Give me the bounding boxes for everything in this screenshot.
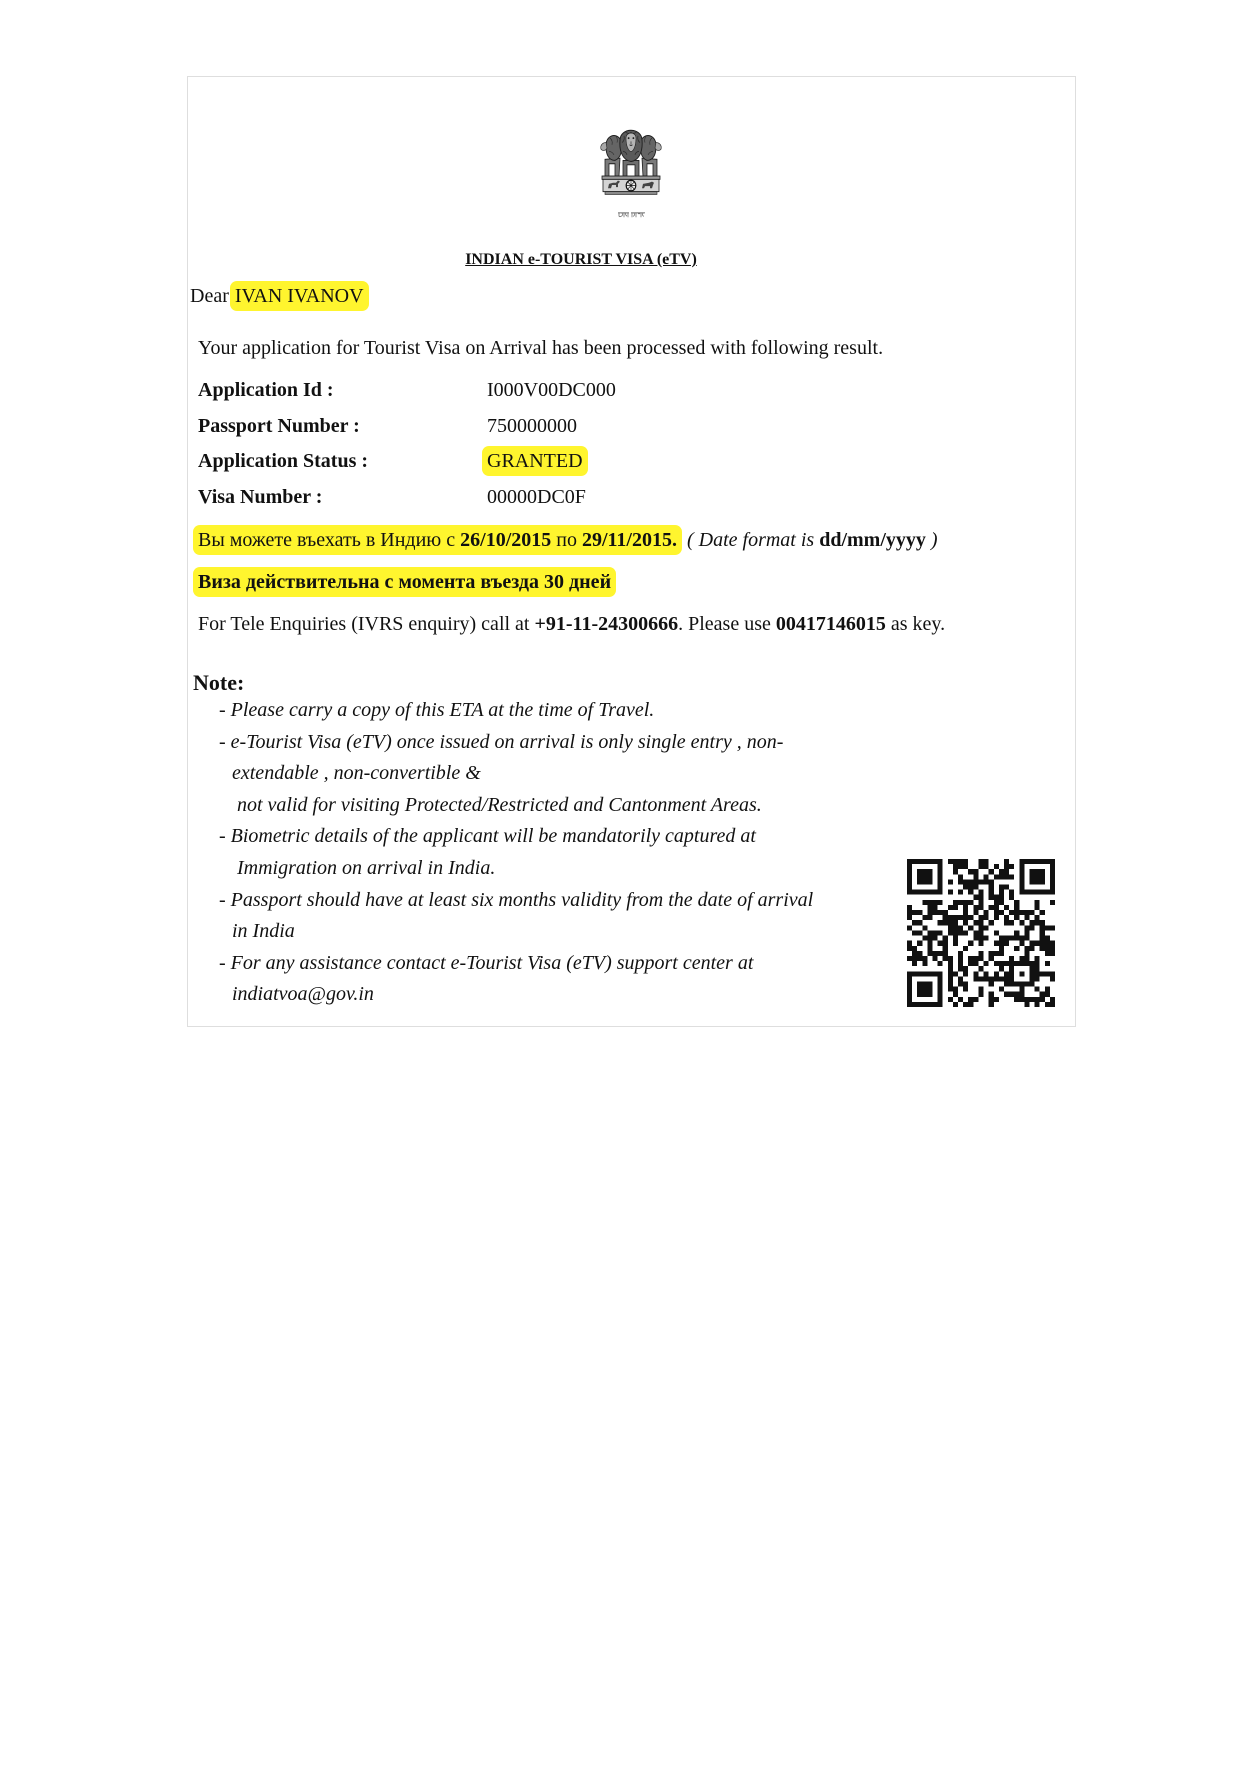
enquiry-line <box>198 612 945 636</box>
note-heading: Note: <box>193 670 245 695</box>
entry-text-before: Вы можете въехать в Индию с <box>198 529 456 551</box>
motto-script <box>618 213 645 217</box>
intro-text: Your application for Tourist Visa on Arrival has been processed with following result. <box>198 337 884 359</box>
enquiry-text-before: For Tele Enquiries (IVRS enquiry) call at <box>198 613 530 635</box>
notes-list <box>219 695 879 1011</box>
field-label: Application Status : <box>198 450 369 473</box>
entry-from-date: 26/10/2015 <box>460 529 552 551</box>
note-item-continuation: extendable , non-convertible & <box>232 762 481 785</box>
status-badge: GRANTED <box>482 446 588 476</box>
field-value: 750000000 <box>487 414 577 437</box>
date-format-label: ( Date format is <box>686 529 815 551</box>
validity-line <box>198 570 616 594</box>
qr-modules <box>907 859 1055 1007</box>
lion-right <box>640 136 661 176</box>
greeting: Dear <box>190 285 229 307</box>
field-application-status <box>198 444 898 480</box>
note-item: - Biometric details of the applicant will be mandatorily captured at <box>219 825 756 848</box>
field-passport-number <box>198 409 898 445</box>
enquiry-phone: +91-11-24300666 <box>534 613 679 635</box>
note-item: - Please carry a copy of this ETA at the time of Travel. <box>219 699 655 721</box>
national-emblem-icon <box>596 118 666 224</box>
field-application-id <box>198 373 898 409</box>
dharma-chakra-wheel <box>626 180 636 191</box>
lion-left <box>601 136 622 176</box>
date-format-close: ) <box>930 529 938 551</box>
field-value: I000V00DC000 <box>487 379 616 401</box>
field-value-wrapper <box>487 444 588 480</box>
enquiry-text-between: . Please use <box>678 613 771 635</box>
document-title: INDIAN e-TOURIST VISA (eTV) <box>465 251 697 268</box>
entry-to-date: 29/11/2015. <box>581 529 677 551</box>
note-item-continuation: Immigration on arrival in India. <box>237 856 496 879</box>
field-label: Passport Number : <box>198 414 360 437</box>
applicant-name: IVAN IVANOV <box>230 281 369 311</box>
entry-text-between: по <box>556 529 577 551</box>
note-item-continuation: in India <box>232 920 295 943</box>
validity-text: Виза действительна с момента въезда 30 дней <box>193 567 616 597</box>
field-visa-number <box>198 480 898 516</box>
field-label: Application Id : <box>198 379 334 401</box>
support-email: indiatvoa@gov.in <box>232 983 374 1006</box>
enquiry-key: 00417146015 <box>775 613 886 635</box>
qr-code-icon <box>907 859 1055 1007</box>
date-format-value: dd/mm/yyyy <box>819 529 926 551</box>
field-value: 00000DC0F <box>487 486 586 509</box>
entry-period-line <box>198 528 938 552</box>
enquiry-text-after: as key. <box>890 613 946 635</box>
note-item-continuation: not valid for visiting Protected/Restricted and Cantonment Areas. <box>237 793 762 816</box>
field-label: Visa Number : <box>198 486 323 509</box>
note-item: - Passport should have at least six months validity from the date of arrival <box>219 888 814 911</box>
entry-period-highlight <box>193 525 682 555</box>
application-details <box>198 373 898 516</box>
note-item: - e-Tourist Visa (eTV) once issued on arrival is only single entry , non- <box>219 730 784 753</box>
greeting-line <box>190 284 369 308</box>
note-item: - For any assistance contact e-Tourist Visa (eTV) support center at <box>219 951 754 974</box>
lion-center <box>620 130 642 176</box>
